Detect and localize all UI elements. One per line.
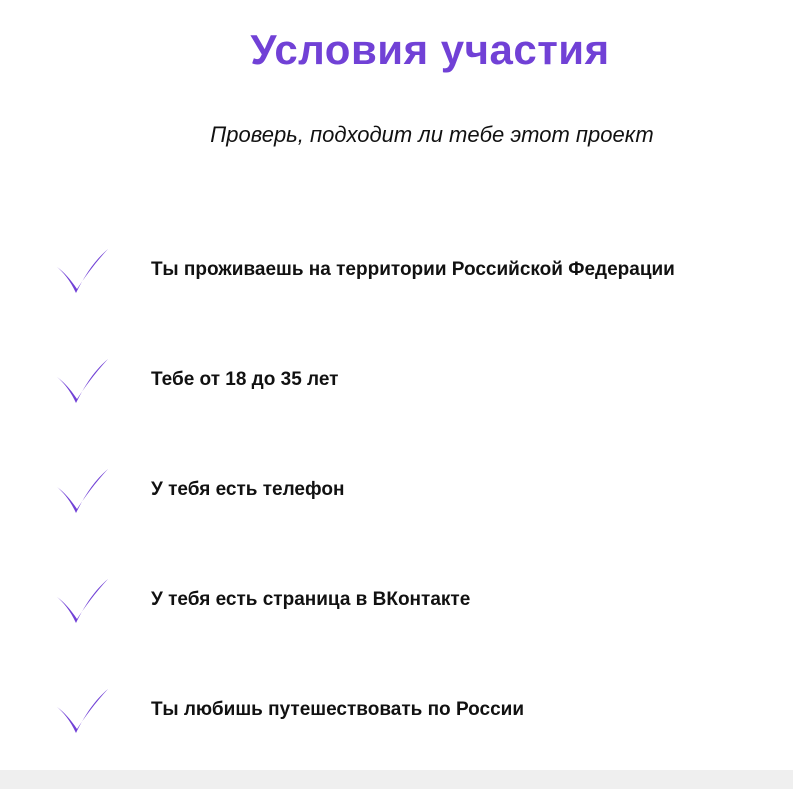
- condition-item: [0, 577, 793, 637]
- condition-label: Ты проживаешь на территории Российской Федерации: [151, 259, 675, 280]
- condition-label: Тебе от 18 до 35 лет: [151, 369, 339, 390]
- condition-label: У тебя есть страница в ВКонтакте: [151, 589, 471, 610]
- page-subtitle: Проверь, подходит ли тебе этот проект: [210, 122, 654, 147]
- page-title: Условия участия: [250, 26, 610, 73]
- check-icon: [53, 577, 113, 629]
- condition-item: [0, 247, 793, 307]
- condition-item: [0, 687, 793, 747]
- check-icon: [53, 357, 113, 409]
- condition-label: Ты любишь путешествовать по России: [151, 699, 524, 720]
- condition-item: [0, 357, 793, 417]
- check-icon: [53, 687, 113, 739]
- condition-label: У тебя есть телефон: [151, 479, 345, 500]
- check-icon: [53, 247, 113, 299]
- check-icon: [53, 467, 113, 519]
- condition-item: [0, 467, 793, 527]
- footer-bar: [0, 770, 793, 789]
